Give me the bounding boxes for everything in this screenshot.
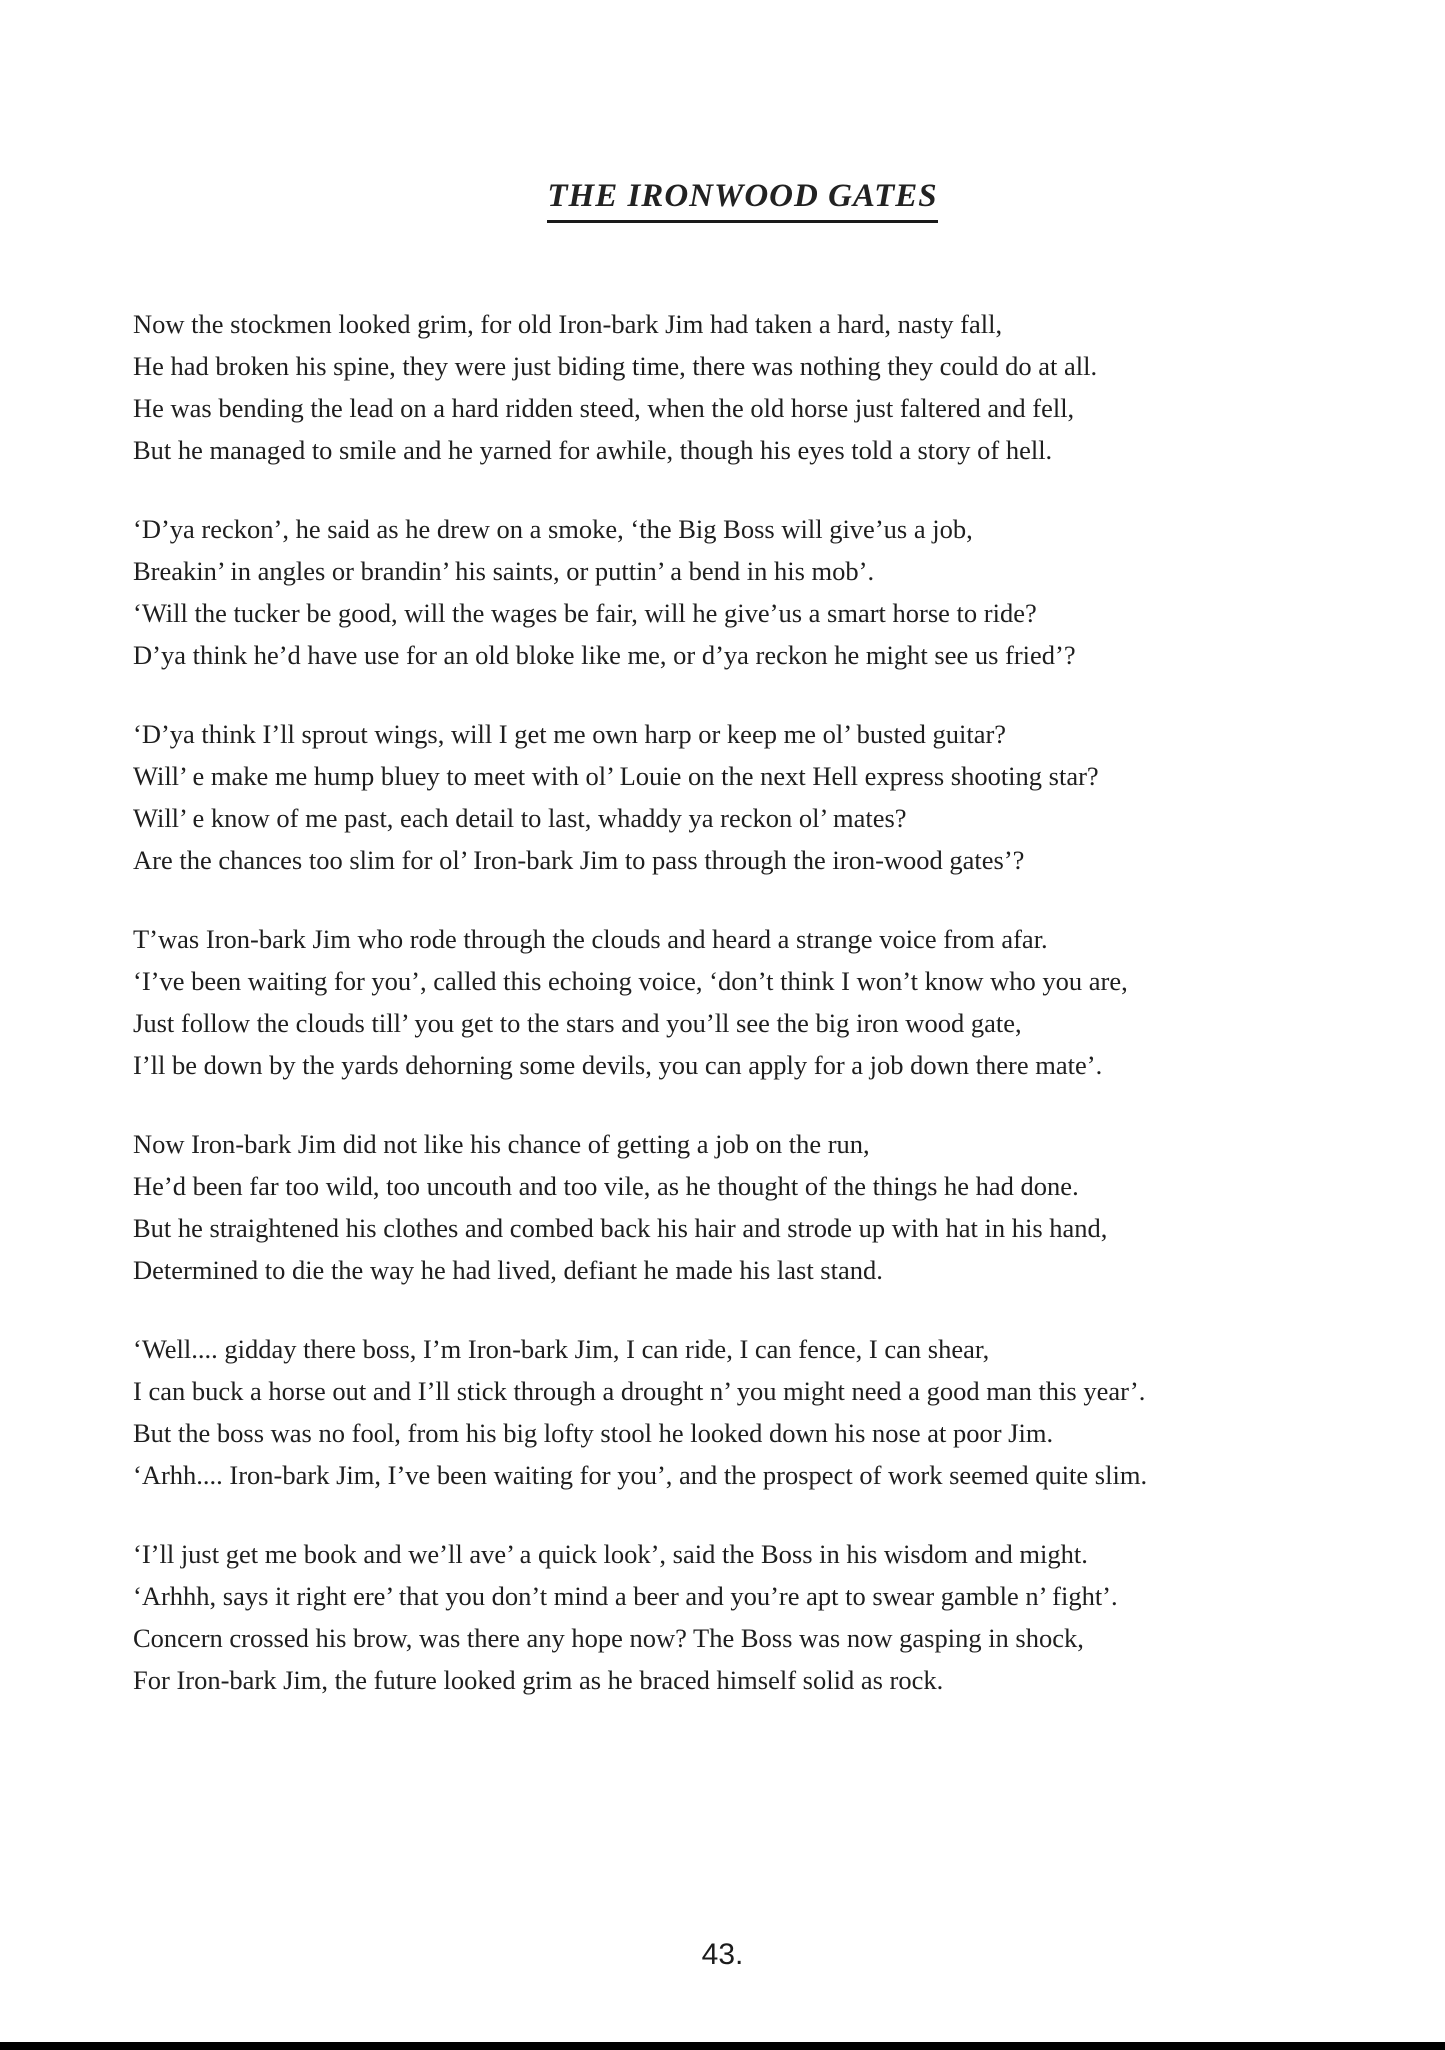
poem-line: ‘I’ll just get me book and we’ll ave’ a quick look’, said the Boss in his wisdom and might. xyxy=(133,1539,1088,1569)
poem-line: ‘Well.... gidday there boss, I’m Iron-bark Jim, I can ride, I can fence, I can shear, xyxy=(133,1334,990,1364)
poem-line: T’was Iron-bark Jim who rode through the clouds and heard a strange voice from afar. xyxy=(133,924,1048,954)
poem-line: He’d been far too wild, too uncouth and too vile, as he thought of the things he had done. xyxy=(133,1171,1079,1201)
poem-stanza xyxy=(133,713,1355,881)
poem-line: Now the stockmen looked grim, for old Iron-bark Jim had taken a hard, nasty fall, xyxy=(133,309,1003,339)
poem-line: But the boss was no fool, from his big lofty stool he looked down his nose at poor Jim. xyxy=(133,1418,1054,1448)
poem-line: I can buck a horse out and I’ll stick through a drought n’ you might need a good man this year’. xyxy=(133,1376,1146,1406)
poem-line: ‘I’ve been waiting for you’, called this echoing voice, ‘don’t think I won’t know who you are, xyxy=(133,966,1128,996)
poem-line: Determined to die the way he had lived, defiant he made his last stand. xyxy=(133,1255,883,1285)
poem-line: For Iron-bark Jim, the future looked grim as he braced himself solid as rock. xyxy=(133,1665,944,1695)
poem-line: D’ya think he’d have use for an old bloke like me, or d’ya reckon he might see us fried’? xyxy=(133,640,1076,670)
poem-line: Concern crossed his brow, was there any hope now? The Boss was now gasping in shock, xyxy=(133,1623,1084,1653)
poem-line: ‘D’ya think I’ll sprout wings, will I get me own harp or keep me ol’ busted guitar? xyxy=(133,719,1007,749)
page-number: 43. xyxy=(701,1938,744,1971)
poem-stanza xyxy=(133,1123,1355,1291)
page-bottom-edge xyxy=(0,2042,1445,2050)
poem-line: Now Iron-bark Jim did not like his chance of getting a job on the run, xyxy=(133,1129,870,1159)
poem-line: Just follow the clouds till’ you get to the stars and you’ll see the big iron wood gate, xyxy=(133,1008,1022,1038)
poem-line: I’ll be down by the yards dehorning some devils, you can apply for a job down there mate’. xyxy=(133,1050,1103,1080)
poem-body xyxy=(0,303,1445,1701)
poem-stanza xyxy=(133,303,1355,471)
poem-line: ‘D’ya reckon’, he said as he drew on a smoke, ‘the Big Boss will give’us a job, xyxy=(133,514,973,544)
poem-stanza xyxy=(133,1328,1355,1496)
poem-line: But he managed to smile and he yarned for awhile, though his eyes told a story of hell. xyxy=(133,435,1053,465)
poem-line: Are the chances too slim for ol’ Iron-bark Jim to pass through the iron-wood gates’? xyxy=(133,845,1025,875)
poem-stanza xyxy=(133,508,1355,676)
poem-line: ‘Arhhh, says it right ere’ that you don’t mind a beer and you’re apt to swear gamble n’ fight’. xyxy=(133,1581,1118,1611)
poem-stanza xyxy=(133,1533,1355,1701)
poem-stanza xyxy=(133,918,1355,1086)
poem-line: ‘Arhh.... Iron-bark Jim, I’ve been waiting for you’, and the prospect of work seemed quite slim. xyxy=(133,1460,1148,1490)
poem-line: He had broken his spine, they were just biding time, there was nothing they could do at all. xyxy=(133,351,1098,381)
poem-line: Will’ e know of me past, each detail to last, whaddy ya reckon ol’ mates? xyxy=(133,803,907,833)
poem-line: Breakin’ in angles or brandin’ his saints, or puttin’ a bend in his mob’. xyxy=(133,556,875,586)
poem-line: He was bending the lead on a hard ridden steed, when the old horse just faltered and fell, xyxy=(133,393,1075,423)
poem-line: Will’ e make me hump bluey to meet with ol’ Louie on the next Hell express shooting star? xyxy=(133,761,1099,791)
poem-line: But he straightened his clothes and combed back his hair and strode up with hat in his hand, xyxy=(133,1213,1108,1243)
title-block xyxy=(0,0,1445,223)
poem-line: ‘Will the tucker be good, will the wages be fair, will he give’us a smart horse to ride? xyxy=(133,598,1037,628)
page-title: THE IRONWOOD GATES xyxy=(547,178,937,223)
